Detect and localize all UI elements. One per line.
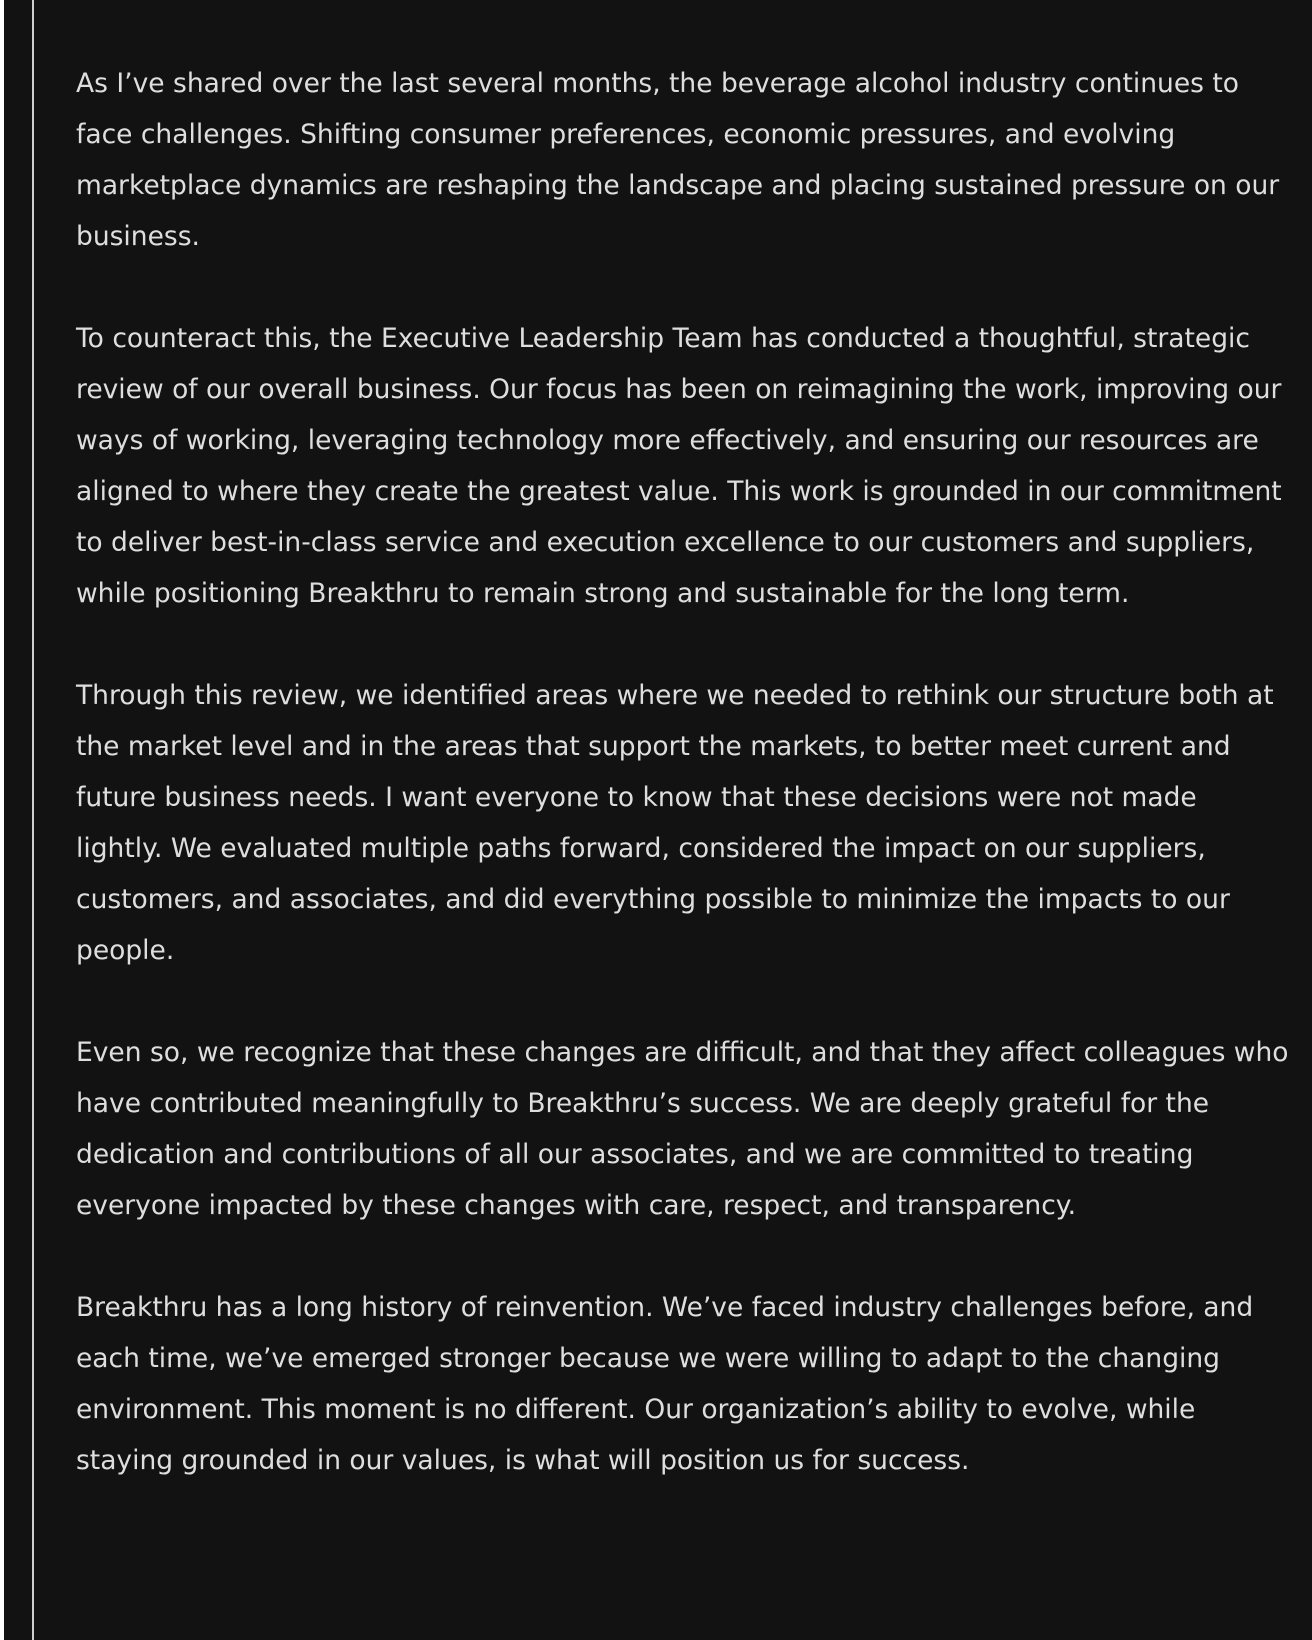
email-paragraph-5: Breakthru has a long history of reinvention. We’ve faced industry challenges before, and each time, we’ve emerged stronger because we were willing to adapt to the changing environment. This moment is no different. Our organization’s ability to evolve, while staying grounded in our values, is what will position us for success. [76,1292,1254,1476]
email-paragraph-3: Through this review, we identified areas where we needed to rethink our structure both at the market level and in the areas that support the markets, to better meet current and future business needs. I want everyone to know that these decisions were not made lightly. We evaluated multiple paths forward, considered the impact on our suppliers, customers, and associates, and did everything possible to minimize the impacts to our people. [76,680,1274,966]
email-body-pane[interactable] [4,0,1312,1640]
email-body-text [76,58,1291,1537]
email-paragraph-4: Even so, we recognize that these changes are difficult, and that they affect colleagues who have contributed meaningfully to Breakthru’s success. We are deeply grateful for the dedication and contributions of all our associates, and we are committed to treating everyone impacted by these changes with care, respect, and transparency. [76,1037,1289,1221]
pane-left-border [32,0,34,1640]
email-paragraph-1: As I’ve shared over the last several months, the beverage alcohol industry continues to face challenges. Shifting consumer preferences, economic pressures, and evolving marketplace dynamics are reshaping the landscape and placing sustained pressure on our business. [76,68,1280,252]
email-paragraph-2: To counteract this, the Executive Leadership Team has conducted a thoughtful, strategic review of our overall business. Our focus has been on reimagining the work, improving our ways of working, leveraging technology more effectively, and ensuring our resources are aligned to where they create the greatest value. This work is grounded in our commitment to deliver best-in-class service and execution excellence to our customers and suppliers, while positioning Breakthru to remain strong and sustainable for the long term. [76,323,1282,609]
